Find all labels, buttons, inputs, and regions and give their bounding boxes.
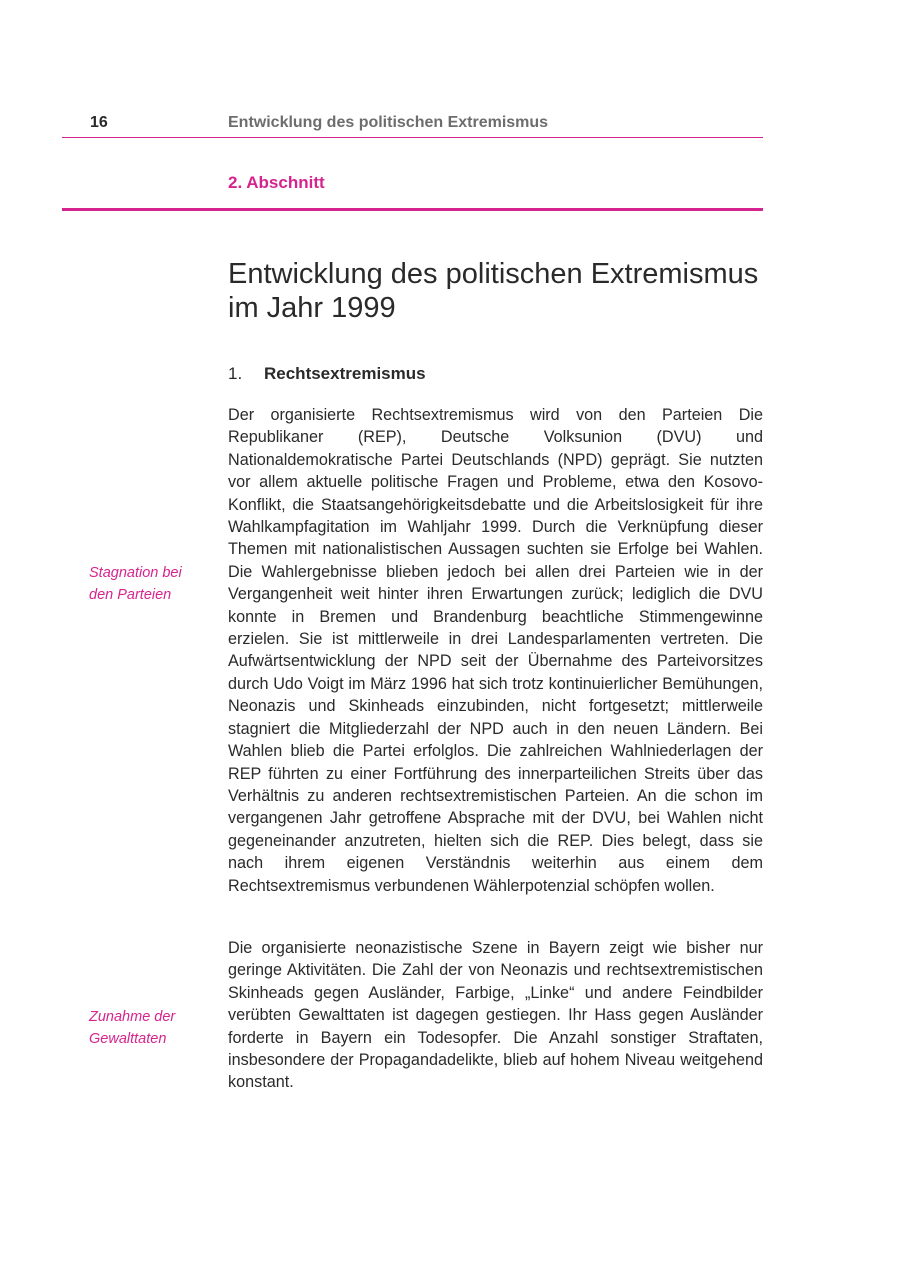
margin-note: Zunahme der Gewalttaten xyxy=(89,1009,176,1047)
subsection-title: Rechtsextremismus xyxy=(264,364,426,383)
body-paragraph: Die organisierte neonazistische Szene in Bayern zeigt wie bisher nur geringe Aktivitäten. Die Zahl der von Neonazis und rechtsextremistischen Skinheads gegen Ausländer, Farbige, „Linke“ und andere Feindbilder verübten Gewalttaten ist dagegen gestiegen. Ihr Hass gegen Ausländer forderte in Bayern ein Todesopfer. Die Anzahl sonstiger Straftaten, insbesondere der Propagandadelikte, blieb auf hohem Niveau weitgehend konstant. xyxy=(228,939,763,1092)
subsection-number: 1. xyxy=(228,364,243,383)
margin-note: Stagnation bei den Parteien xyxy=(89,565,182,603)
page-number: 16 xyxy=(90,114,108,131)
header-divider xyxy=(62,137,763,138)
section-divider xyxy=(62,208,763,211)
running-title: Entwicklung des politischen Extremismus xyxy=(228,114,549,131)
section-label: 2. Abschnitt xyxy=(228,173,325,192)
subsection-heading xyxy=(228,364,426,384)
chapter-title: Entwicklung des politischen Extremismus im Jahr 1999 xyxy=(228,258,759,324)
body-paragraph: Der organisierte Rechtsextremismus wird von den Parteien Die Republikaner (REP), Deutsche Volksunion (DVU) und Nationaldemokratische Partei Deutschlands (NPD) geprägt. Sie nutzten vor allem aktuelle politische Fragen und Probleme, etwa den Kosovo-Konflikt, die Staatsangehörigkeitsdebatte und die Arbeitslosigkeit für ihre Wahlkampfagitation im Wahljahr 1999. Durch die Verknüpfung dieser Themen mit nationalistischen Aussagen suchten sie Erfolge bei Wahlen. Die Wahlergebnisse blieben jedoch bei allen drei Parteien wie in der Vergangenheit weit hinter ihren Erwartungen zurück; lediglich die DVU konnte in Bremen und Brandenburg beachtliche Stimmengewinne erzielen. Sie ist mittlerweile in drei Landesparlamenten vertreten. Die Aufwärtsentwicklung der NPD seit der Übernahme des Parteivorsitzes durch Udo Voigt im März 1996 hat sich trotz kontinuierlicher Bemühungen, Neonazis und Skinheads einzubinden, nicht fortgesetzt; mittlerweile stagniert die Mitgliederzahl der NPD auch in den neuen Ländern. Bei Wahlen blieb die Partei erfolglos. Die zahlreichen Wahlniederlagen der REP führten zu einer Fortführung des innerparteilichen Streits über das Verhältnis zu anderen rechtsextremistischen Parteien. An die schon im vergangenen Jahr getroffene Absprache mit der DVU, bei Wahlen nicht gegeneinander anzutreten, hielten sich die REP. Dies belegt, dass sie nach ihrem eigenen Verständnis weiterhin aus einem dem Rechtsextremismus verbundenen Wählerpotenzial schöpfen wollen. xyxy=(228,406,763,895)
